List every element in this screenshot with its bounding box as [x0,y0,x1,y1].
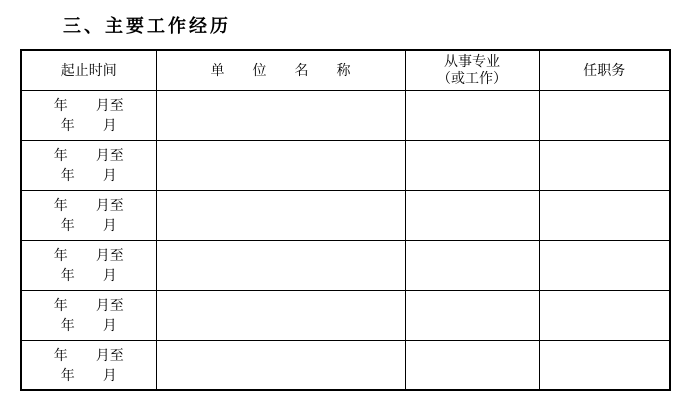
cell-position[interactable] [539,140,670,190]
cell-unit-name[interactable] [156,140,405,190]
header-start-end-time [21,50,156,90]
start-end-line2: 年 月 [60,317,117,333]
table-row [21,240,670,290]
cell-profession[interactable] [405,290,539,340]
cell-unit-name[interactable] [156,290,405,340]
cell-position[interactable] [539,90,670,140]
cell-profession[interactable] [405,240,539,290]
start-end-line2: 年 月 [60,217,117,233]
cell-profession[interactable] [405,140,539,190]
cell-position[interactable] [539,240,670,290]
header-position [539,50,670,90]
start-end-line2: 年 月 [60,117,117,133]
start-end-line2: 年 月 [60,267,117,283]
header-profession [405,50,539,90]
header-profession-line1: 从事专业 [444,53,500,70]
start-end-line1: 年 月至 [53,197,124,213]
cell-start-end-time [21,290,156,340]
start-end-line2: 年 月 [60,167,117,183]
table-row [21,290,670,340]
table-header-row [21,50,670,90]
cell-unit-name[interactable] [156,240,405,290]
cell-position[interactable] [539,290,670,340]
cell-unit-name[interactable] [156,190,405,240]
start-end-line2: 年 月 [60,366,117,383]
cell-profession[interactable] [405,340,539,390]
cell-start-end-time [21,90,156,140]
start-end-line1: 年 月至 [53,297,124,313]
cell-start-end-time [21,240,156,290]
cell-profession[interactable] [405,190,539,240]
table-row [21,340,670,390]
start-end-line1: 年 月至 [53,97,124,113]
cell-profession[interactable] [405,90,539,140]
cell-start-end-time [21,140,156,190]
header-position-label: 任职务 [583,61,626,78]
cell-unit-name[interactable] [156,90,405,140]
cell-position[interactable] [539,340,670,390]
cell-position[interactable] [539,190,670,240]
start-end-line1: 年 月至 [53,147,124,163]
table-row [21,190,670,240]
cell-start-end-time [21,340,156,390]
section-title: 三、主要工作经历 [63,16,231,36]
start-end-line1: 年 月至 [53,346,124,363]
cell-start-end-time [21,190,156,240]
header-unit-name [156,50,405,90]
cell-unit-name[interactable] [156,340,405,390]
work-experience-table [20,49,671,391]
header-profession-line2: （或工作） [437,70,507,87]
table-row [21,90,670,140]
start-end-line1: 年 月至 [53,247,124,263]
header-start-end-time-label: 起止时间 [60,61,117,78]
table-row [21,140,670,190]
header-unit-name-label: 单 位 名 称 [210,61,351,78]
